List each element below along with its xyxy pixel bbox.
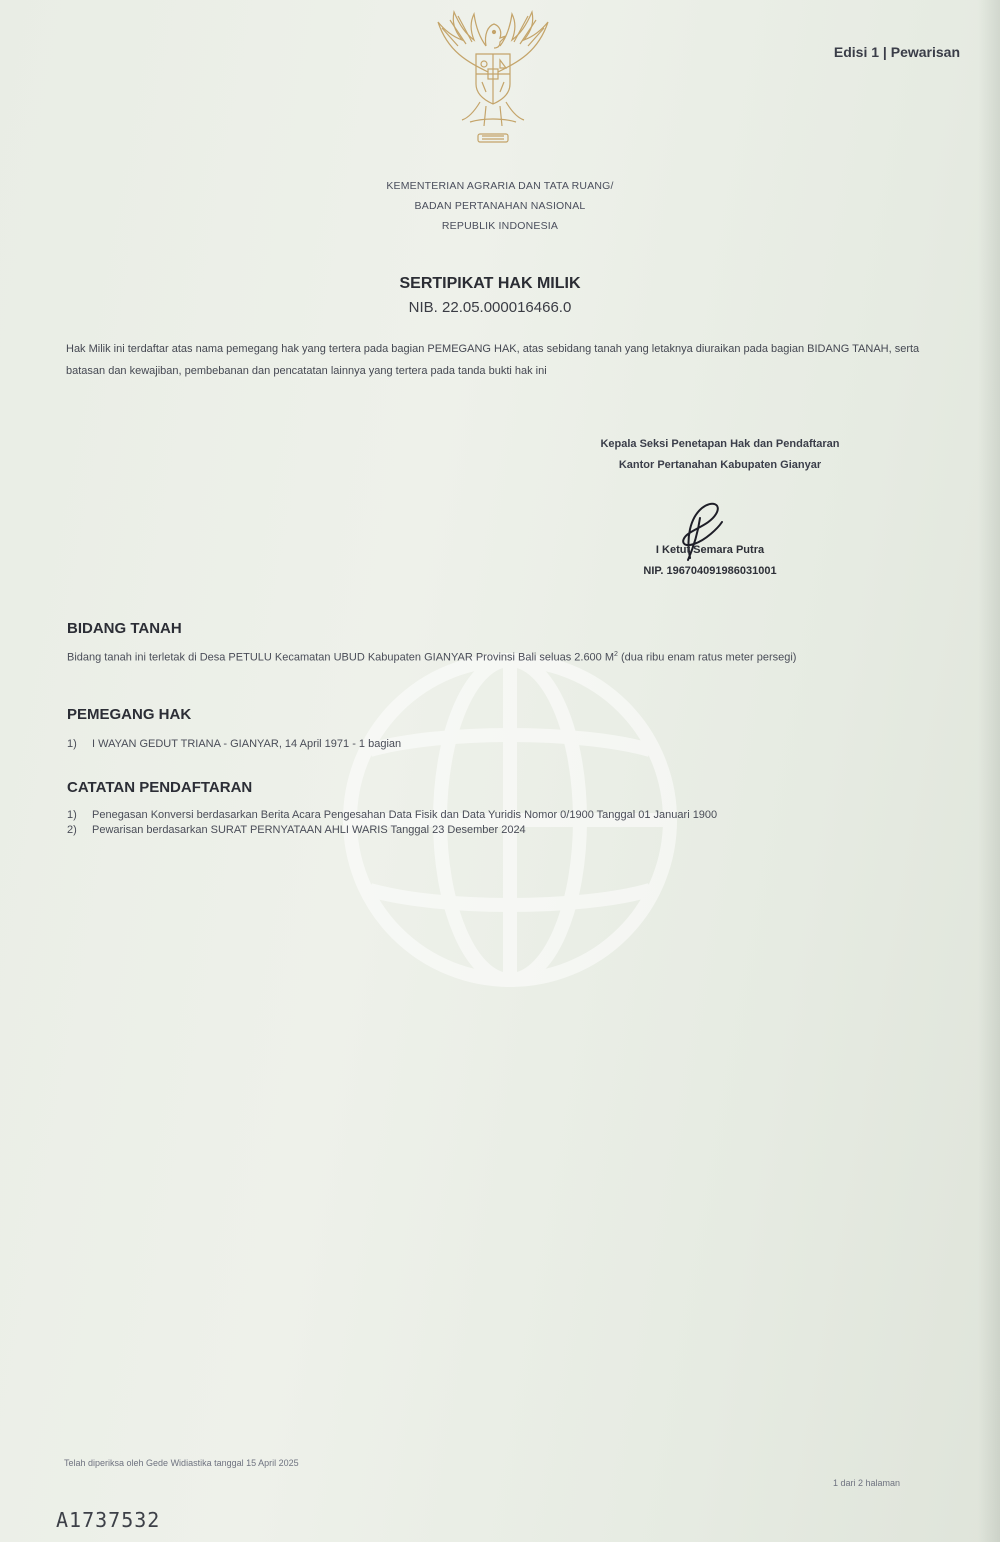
official-title-block <box>520 434 920 476</box>
bidang-tanah-area-words: (dua ribu enam ratus meter persegi) <box>617 651 797 664</box>
list-item <box>67 823 917 838</box>
pemegang-hak-heading: PEMEGANG HAK <box>67 706 192 723</box>
signer-block <box>580 540 840 582</box>
official-position: Kepala Seksi Penetapan Hak dan Pendaftaran <box>600 438 840 450</box>
page-edge-shadow <box>978 0 1000 1542</box>
list-item-text: Pewarisan berdasarkan SURAT PERNYATAAN AHLI WARIS Tanggal 23 Desember 2024 <box>92 824 526 836</box>
ministry-header <box>300 176 700 236</box>
ministry-line-2: BADAN PERTANAHAN NASIONAL <box>414 200 586 212</box>
list-item-number: 1) <box>67 809 77 821</box>
catatan-pendaftaran-list <box>67 808 917 838</box>
catatan-pendaftaran-heading: CATATAN PENDAFTARAN <box>67 779 253 796</box>
serial-number: A1737532 <box>56 1508 161 1532</box>
certificate-title: SERTIPIKAT HAK MILIK <box>399 275 581 292</box>
list-item-text: I WAYAN GEDUT TRIANA - GIANYAR, 14 April 1971 - 1 bagian <box>92 738 402 750</box>
pemegang-hak-list <box>67 737 917 752</box>
bidang-tanah-description: Bidang tanah ini terletak di Desa PETULU Kecamatan UBUD Kabupaten GIANYAR Provinsi Bali seluas 2.600 M <box>67 651 615 664</box>
official-office: Kantor Pertanahan Kabupaten Gianyar <box>618 459 822 471</box>
list-item-text: Penegasan Konversi berdasarkan Berita Acara Pengesahan Data Fisik dan Data Yuridis Nomor 0/1900 Tanggal 01 Januari 1900 <box>92 809 718 821</box>
list-item-number: 1) <box>67 738 77 750</box>
garuda-emblem-icon <box>428 2 558 152</box>
bidang-tanah-text <box>67 648 917 665</box>
signer-name: I Ketut Semara Putra <box>655 544 765 556</box>
intro-paragraph: Hak Milik ini terdaftar atas nama pemegang hak yang tertera pada bagian PEMEGANG HAK, atas sebidang tanah yang letaknya diuraikan pada bagian BIDANG TANAH, serta batasan dan kewajiban, pembebanan dan pencatatan lainnya yang tertera pada tanda bukti hak ini <box>66 343 920 377</box>
verification-note: Telah diperiksa oleh Gede Widiastika tanggal 15 April 2025 <box>64 1458 299 1468</box>
ministry-line-3: REPUBLIK INDONESIA <box>441 220 559 232</box>
list-item <box>67 808 917 823</box>
page-number: 1 dari 2 halaman <box>832 1478 900 1488</box>
edition-label: Edisi 1 | Pewarisan <box>833 44 960 60</box>
ministry-line-1: KEMENTERIAN AGRARIA DAN TATA RUANG/ <box>386 180 614 192</box>
list-item-number: 2) <box>67 824 77 836</box>
certificate-nib: NIB. 22.05.000016466.0 <box>408 299 572 316</box>
list-item <box>67 737 917 752</box>
signer-nip: NIP. 196704091986031001 <box>643 565 777 577</box>
bidang-tanah-heading: BIDANG TANAH <box>67 620 182 637</box>
area-unit-superscript: 2 <box>614 651 618 658</box>
